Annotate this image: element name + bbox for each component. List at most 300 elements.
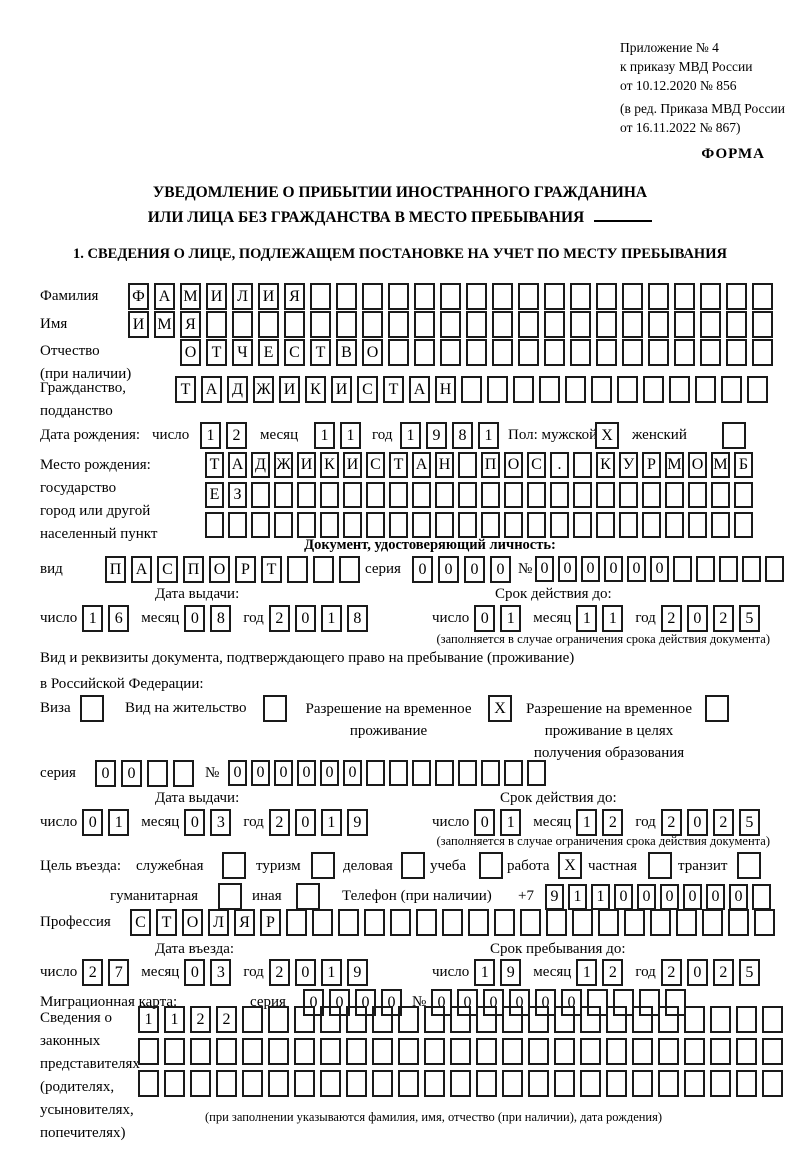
char-cell[interactable]: 0 bbox=[95, 760, 116, 787]
char-cell[interactable]: 9 bbox=[500, 959, 521, 986]
char-cell[interactable]: У bbox=[619, 452, 638, 478]
char-cell[interactable] bbox=[688, 482, 707, 508]
char-cell[interactable]: Р bbox=[642, 452, 661, 478]
char-cell[interactable] bbox=[513, 376, 534, 403]
char-cell[interactable] bbox=[617, 376, 638, 403]
char-cell[interactable] bbox=[598, 909, 619, 936]
char-cell[interactable] bbox=[346, 1070, 367, 1097]
char-cell[interactable] bbox=[565, 376, 586, 403]
char-cell[interactable] bbox=[527, 512, 546, 538]
char-cell[interactable] bbox=[580, 1070, 601, 1097]
char-cell[interactable] bbox=[762, 1070, 783, 1097]
purpose-tourism-checkbox[interactable] bbox=[311, 852, 335, 879]
char-cell[interactable] bbox=[702, 909, 723, 936]
char-cell[interactable] bbox=[528, 1070, 549, 1097]
char-cell[interactable] bbox=[606, 1070, 627, 1097]
char-cell[interactable] bbox=[338, 909, 359, 936]
char-cell[interactable] bbox=[268, 1070, 289, 1097]
char-cell[interactable] bbox=[481, 512, 500, 538]
char-cell[interactable] bbox=[700, 283, 721, 310]
char-cell[interactable]: 3 bbox=[210, 809, 231, 836]
char-cell[interactable]: О bbox=[182, 909, 203, 936]
char-cell[interactable] bbox=[320, 1006, 341, 1033]
char-cell[interactable] bbox=[138, 1070, 159, 1097]
char-cell[interactable] bbox=[258, 311, 279, 338]
char-cell[interactable]: 0 bbox=[303, 989, 324, 1016]
char-cell[interactable] bbox=[398, 1038, 419, 1065]
char-cell[interactable] bbox=[573, 452, 592, 478]
char-cell[interactable] bbox=[711, 482, 730, 508]
char-cell[interactable] bbox=[389, 512, 408, 538]
char-cell[interactable]: 0 bbox=[343, 760, 362, 786]
char-cell[interactable]: 0 bbox=[509, 989, 530, 1016]
char-cell[interactable]: О bbox=[209, 556, 230, 583]
purpose-study-checkbox[interactable] bbox=[479, 852, 503, 879]
char-cell[interactable] bbox=[173, 760, 194, 787]
char-cell[interactable]: Т bbox=[389, 452, 408, 478]
char-cell[interactable] bbox=[320, 512, 339, 538]
char-cell[interactable] bbox=[435, 512, 454, 538]
char-cell[interactable] bbox=[570, 283, 591, 310]
char-cell[interactable] bbox=[320, 482, 339, 508]
char-cell[interactable]: П bbox=[481, 452, 500, 478]
doc-valid-day-cells[interactable] bbox=[474, 605, 521, 632]
char-cell[interactable]: 0 bbox=[438, 556, 459, 583]
char-cell[interactable] bbox=[502, 1038, 523, 1065]
char-cell[interactable]: С bbox=[130, 909, 151, 936]
char-cell[interactable]: 0 bbox=[637, 884, 656, 910]
char-cell[interactable] bbox=[416, 909, 437, 936]
char-cell[interactable]: 0 bbox=[228, 760, 247, 786]
purpose-humanitarian-checkbox[interactable] bbox=[218, 883, 242, 910]
char-cell[interactable] bbox=[251, 512, 270, 538]
char-cell[interactable] bbox=[372, 1038, 393, 1065]
char-cell[interactable] bbox=[502, 1070, 523, 1097]
char-cell[interactable]: 0 bbox=[604, 556, 623, 582]
char-cell[interactable]: 3 bbox=[210, 959, 231, 986]
char-cell[interactable] bbox=[242, 1070, 263, 1097]
char-cell[interactable] bbox=[242, 1038, 263, 1065]
char-cell[interactable] bbox=[147, 760, 168, 787]
char-cell[interactable] bbox=[726, 339, 747, 366]
char-cell[interactable] bbox=[673, 556, 692, 582]
char-cell[interactable] bbox=[752, 339, 773, 366]
patronymic-cells[interactable] bbox=[180, 339, 773, 366]
doc-number-cells[interactable] bbox=[535, 556, 784, 582]
char-cell[interactable]: К bbox=[596, 452, 615, 478]
char-cell[interactable]: 0 bbox=[687, 809, 708, 836]
char-cell[interactable] bbox=[648, 283, 669, 310]
char-cell[interactable] bbox=[320, 1038, 341, 1065]
char-cell[interactable]: 0 bbox=[483, 989, 504, 1016]
char-cell[interactable] bbox=[606, 1038, 627, 1065]
char-cell[interactable]: А bbox=[201, 376, 222, 403]
permit-issue-year-cells[interactable] bbox=[269, 809, 368, 836]
char-cell[interactable]: 2 bbox=[269, 605, 290, 632]
char-cell[interactable]: 1 bbox=[602, 605, 623, 632]
char-cell[interactable] bbox=[642, 512, 661, 538]
char-cell[interactable] bbox=[619, 512, 638, 538]
birth-place-cells-row1[interactable] bbox=[205, 452, 753, 478]
char-cell[interactable] bbox=[643, 376, 664, 403]
entry-day-cells[interactable] bbox=[82, 959, 129, 986]
char-cell[interactable]: 5 bbox=[739, 605, 760, 632]
char-cell[interactable]: 0 bbox=[431, 989, 452, 1016]
char-cell[interactable] bbox=[424, 1006, 445, 1033]
char-cell[interactable]: 8 bbox=[452, 422, 473, 449]
char-cell[interactable]: П bbox=[105, 556, 126, 583]
char-cell[interactable] bbox=[476, 1070, 497, 1097]
char-cell[interactable]: 0 bbox=[474, 809, 495, 836]
char-cell[interactable] bbox=[518, 339, 539, 366]
char-cell[interactable] bbox=[414, 339, 435, 366]
char-cell[interactable] bbox=[658, 1038, 679, 1065]
char-cell[interactable]: О bbox=[180, 339, 201, 366]
char-cell[interactable] bbox=[632, 1006, 653, 1033]
birth-place-cells-row3[interactable] bbox=[205, 512, 753, 538]
char-cell[interactable] bbox=[580, 1038, 601, 1065]
char-cell[interactable]: 2 bbox=[713, 809, 734, 836]
char-cell[interactable]: Ж bbox=[253, 376, 274, 403]
char-cell[interactable]: 1 bbox=[340, 422, 361, 449]
edu-permit-checkbox[interactable] bbox=[705, 695, 729, 722]
char-cell[interactable] bbox=[313, 556, 334, 583]
char-cell[interactable] bbox=[294, 1006, 315, 1033]
char-cell[interactable]: 2 bbox=[226, 422, 247, 449]
char-cell[interactable] bbox=[504, 760, 523, 786]
char-cell[interactable]: С bbox=[527, 452, 546, 478]
char-cell[interactable] bbox=[688, 512, 707, 538]
char-cell[interactable]: 1 bbox=[138, 1006, 159, 1033]
char-cell[interactable]: 0 bbox=[581, 556, 600, 582]
char-cell[interactable] bbox=[710, 1038, 731, 1065]
char-cell[interactable] bbox=[684, 1070, 705, 1097]
char-cell[interactable] bbox=[164, 1038, 185, 1065]
char-cell[interactable] bbox=[390, 909, 411, 936]
char-cell[interactable] bbox=[658, 1006, 679, 1033]
char-cell[interactable]: 0 bbox=[274, 760, 293, 786]
char-cell[interactable]: 7 bbox=[108, 959, 129, 986]
char-cell[interactable] bbox=[366, 482, 385, 508]
char-cell[interactable] bbox=[632, 1070, 653, 1097]
char-cell[interactable]: 2 bbox=[269, 959, 290, 986]
char-cell[interactable] bbox=[228, 512, 247, 538]
char-cell[interactable] bbox=[624, 909, 645, 936]
char-cell[interactable]: 2 bbox=[602, 809, 623, 836]
char-cell[interactable] bbox=[527, 760, 546, 786]
purpose-other-checkbox[interactable] bbox=[296, 883, 320, 910]
char-cell[interactable]: 0 bbox=[683, 884, 702, 910]
char-cell[interactable]: 1 bbox=[576, 605, 597, 632]
stay-year-cells[interactable] bbox=[661, 959, 760, 986]
residence-permit-checkbox[interactable] bbox=[263, 695, 287, 722]
char-cell[interactable] bbox=[747, 376, 768, 403]
permit-valid-year-cells[interactable] bbox=[661, 809, 760, 836]
char-cell[interactable]: П bbox=[183, 556, 204, 583]
char-cell[interactable]: Ж bbox=[274, 452, 293, 478]
entry-year-cells[interactable] bbox=[269, 959, 368, 986]
char-cell[interactable] bbox=[458, 482, 477, 508]
char-cell[interactable] bbox=[674, 283, 695, 310]
doc-issue-year-cells[interactable] bbox=[269, 605, 368, 632]
char-cell[interactable] bbox=[550, 512, 569, 538]
char-cell[interactable] bbox=[461, 376, 482, 403]
char-cell[interactable] bbox=[606, 1006, 627, 1033]
char-cell[interactable]: И bbox=[279, 376, 300, 403]
purpose-transit-checkbox[interactable] bbox=[737, 852, 761, 879]
char-cell[interactable] bbox=[554, 1070, 575, 1097]
char-cell[interactable]: 9 bbox=[545, 884, 564, 910]
char-cell[interactable] bbox=[458, 452, 477, 478]
char-cell[interactable] bbox=[312, 909, 333, 936]
entry-month-cells[interactable] bbox=[184, 959, 231, 986]
char-cell[interactable] bbox=[622, 311, 643, 338]
char-cell[interactable] bbox=[711, 512, 730, 538]
char-cell[interactable] bbox=[754, 909, 775, 936]
char-cell[interactable] bbox=[546, 909, 567, 936]
char-cell[interactable]: 1 bbox=[321, 605, 342, 632]
char-cell[interactable] bbox=[294, 1070, 315, 1097]
char-cell[interactable] bbox=[596, 512, 615, 538]
char-cell[interactable]: 2 bbox=[82, 959, 103, 986]
char-cell[interactable]: 1 bbox=[591, 884, 610, 910]
char-cell[interactable]: К bbox=[320, 452, 339, 478]
char-cell[interactable] bbox=[492, 339, 513, 366]
birth-year-cells[interactable] bbox=[400, 422, 499, 449]
char-cell[interactable]: 0 bbox=[535, 556, 554, 582]
char-cell[interactable] bbox=[591, 376, 612, 403]
sex-female-checkbox[interactable] bbox=[722, 422, 746, 449]
char-cell[interactable] bbox=[632, 1038, 653, 1065]
surname-cells[interactable] bbox=[128, 283, 773, 310]
char-cell[interactable] bbox=[752, 283, 773, 310]
char-cell[interactable]: Я bbox=[284, 283, 305, 310]
char-cell[interactable]: 2 bbox=[713, 605, 734, 632]
char-cell[interactable]: 0 bbox=[355, 989, 376, 1016]
char-cell[interactable] bbox=[648, 311, 669, 338]
char-cell[interactable] bbox=[554, 1038, 575, 1065]
char-cell[interactable] bbox=[752, 311, 773, 338]
doc-valid-year-cells[interactable] bbox=[661, 605, 760, 632]
char-cell[interactable]: А bbox=[228, 452, 247, 478]
char-cell[interactable] bbox=[502, 1006, 523, 1033]
char-cell[interactable] bbox=[481, 482, 500, 508]
char-cell[interactable]: С bbox=[366, 452, 385, 478]
char-cell[interactable]: 0 bbox=[320, 760, 339, 786]
char-cell[interactable]: 5 bbox=[739, 959, 760, 986]
char-cell[interactable]: Д bbox=[251, 452, 270, 478]
char-cell[interactable] bbox=[466, 339, 487, 366]
permit-valid-day-cells[interactable] bbox=[474, 809, 521, 836]
char-cell[interactable]: Ч bbox=[232, 339, 253, 366]
char-cell[interactable]: 2 bbox=[216, 1006, 237, 1033]
char-cell[interactable]: Ф bbox=[128, 283, 149, 310]
char-cell[interactable] bbox=[765, 556, 784, 582]
char-cell[interactable]: 1 bbox=[576, 809, 597, 836]
char-cell[interactable] bbox=[487, 376, 508, 403]
char-cell[interactable] bbox=[476, 1006, 497, 1033]
char-cell[interactable] bbox=[343, 512, 362, 538]
char-cell[interactable]: Т bbox=[156, 909, 177, 936]
char-cell[interactable] bbox=[206, 311, 227, 338]
char-cell[interactable] bbox=[466, 311, 487, 338]
char-cell[interactable]: . bbox=[550, 452, 569, 478]
char-cell[interactable] bbox=[518, 283, 539, 310]
char-cell[interactable] bbox=[398, 1070, 419, 1097]
char-cell[interactable]: 0 bbox=[457, 989, 478, 1016]
purpose-private-checkbox[interactable] bbox=[648, 852, 672, 879]
char-cell[interactable] bbox=[650, 909, 671, 936]
char-cell[interactable] bbox=[372, 1070, 393, 1097]
legal-reps-cells-row3[interactable] bbox=[138, 1070, 783, 1097]
char-cell[interactable] bbox=[736, 1006, 757, 1033]
char-cell[interactable] bbox=[728, 909, 749, 936]
char-cell[interactable] bbox=[619, 482, 638, 508]
char-cell[interactable]: 0 bbox=[412, 556, 433, 583]
char-cell[interactable]: О bbox=[362, 339, 383, 366]
char-cell[interactable]: В bbox=[336, 339, 357, 366]
char-cell[interactable] bbox=[372, 1006, 393, 1033]
char-cell[interactable]: 5 bbox=[739, 809, 760, 836]
char-cell[interactable] bbox=[336, 283, 357, 310]
char-cell[interactable] bbox=[596, 339, 617, 366]
char-cell[interactable]: И bbox=[297, 452, 316, 478]
char-cell[interactable] bbox=[504, 512, 523, 538]
char-cell[interactable] bbox=[450, 1070, 471, 1097]
char-cell[interactable] bbox=[550, 482, 569, 508]
char-cell[interactable] bbox=[412, 760, 431, 786]
char-cell[interactable] bbox=[424, 1070, 445, 1097]
char-cell[interactable] bbox=[492, 283, 513, 310]
char-cell[interactable]: 0 bbox=[464, 556, 485, 583]
char-cell[interactable] bbox=[573, 512, 592, 538]
char-cell[interactable] bbox=[388, 339, 409, 366]
char-cell[interactable]: 0 bbox=[295, 809, 316, 836]
char-cell[interactable]: 2 bbox=[269, 809, 290, 836]
legal-reps-cells-row1[interactable] bbox=[138, 1006, 783, 1033]
char-cell[interactable] bbox=[481, 760, 500, 786]
char-cell[interactable] bbox=[573, 482, 592, 508]
char-cell[interactable]: А bbox=[412, 452, 431, 478]
char-cell[interactable] bbox=[554, 1006, 575, 1033]
doc-type-cells[interactable] bbox=[105, 556, 360, 583]
citizenship-cells[interactable] bbox=[175, 376, 768, 403]
char-cell[interactable] bbox=[398, 1006, 419, 1033]
char-cell[interactable]: А bbox=[131, 556, 152, 583]
char-cell[interactable]: 0 bbox=[297, 760, 316, 786]
char-cell[interactable]: Т bbox=[175, 376, 196, 403]
birth-place-cells-row2[interactable] bbox=[205, 482, 753, 508]
char-cell[interactable]: М bbox=[711, 452, 730, 478]
char-cell[interactable] bbox=[674, 311, 695, 338]
char-cell[interactable] bbox=[570, 311, 591, 338]
char-cell[interactable]: М bbox=[154, 311, 175, 338]
char-cell[interactable] bbox=[339, 556, 360, 583]
doc-issue-day-cells[interactable] bbox=[82, 605, 129, 632]
char-cell[interactable] bbox=[544, 339, 565, 366]
char-cell[interactable]: 1 bbox=[576, 959, 597, 986]
char-cell[interactable]: 0 bbox=[729, 884, 748, 910]
char-cell[interactable]: 0 bbox=[184, 605, 205, 632]
char-cell[interactable]: К bbox=[305, 376, 326, 403]
char-cell[interactable] bbox=[458, 760, 477, 786]
char-cell[interactable] bbox=[440, 283, 461, 310]
char-cell[interactable]: 0 bbox=[535, 989, 556, 1016]
stay-month-cells[interactable] bbox=[576, 959, 623, 986]
char-cell[interactable] bbox=[528, 1038, 549, 1065]
legal-reps-cells-row2[interactable] bbox=[138, 1038, 783, 1065]
char-cell[interactable]: 9 bbox=[347, 959, 368, 986]
char-cell[interactable] bbox=[366, 760, 385, 786]
char-cell[interactable] bbox=[719, 556, 738, 582]
char-cell[interactable]: 0 bbox=[614, 884, 633, 910]
char-cell[interactable] bbox=[622, 283, 643, 310]
char-cell[interactable]: Т bbox=[206, 339, 227, 366]
char-cell[interactable]: Е bbox=[258, 339, 279, 366]
permit-issue-month-cells[interactable] bbox=[184, 809, 231, 836]
char-cell[interactable]: Т bbox=[383, 376, 404, 403]
char-cell[interactable] bbox=[572, 909, 593, 936]
char-cell[interactable] bbox=[700, 339, 721, 366]
char-cell[interactable] bbox=[216, 1038, 237, 1065]
char-cell[interactable] bbox=[742, 556, 761, 582]
char-cell[interactable] bbox=[642, 482, 661, 508]
char-cell[interactable] bbox=[676, 909, 697, 936]
char-cell[interactable] bbox=[580, 1006, 601, 1033]
char-cell[interactable]: Т bbox=[261, 556, 282, 583]
char-cell[interactable]: 1 bbox=[500, 809, 521, 836]
char-cell[interactable]: 0 bbox=[706, 884, 725, 910]
char-cell[interactable]: Р bbox=[235, 556, 256, 583]
char-cell[interactable] bbox=[294, 1038, 315, 1065]
char-cell[interactable] bbox=[539, 376, 560, 403]
char-cell[interactable] bbox=[232, 311, 253, 338]
char-cell[interactable]: 0 bbox=[295, 959, 316, 986]
char-cell[interactable]: О bbox=[688, 452, 707, 478]
char-cell[interactable] bbox=[762, 1006, 783, 1033]
char-cell[interactable]: 2 bbox=[661, 959, 682, 986]
char-cell[interactable] bbox=[622, 339, 643, 366]
char-cell[interactable]: 0 bbox=[184, 959, 205, 986]
char-cell[interactable]: И bbox=[343, 452, 362, 478]
char-cell[interactable]: 1 bbox=[164, 1006, 185, 1033]
char-cell[interactable]: 2 bbox=[190, 1006, 211, 1033]
char-cell[interactable] bbox=[216, 1070, 237, 1097]
char-cell[interactable]: 1 bbox=[314, 422, 335, 449]
char-cell[interactable] bbox=[388, 311, 409, 338]
char-cell[interactable] bbox=[710, 1070, 731, 1097]
char-cell[interactable]: Л bbox=[208, 909, 229, 936]
char-cell[interactable] bbox=[310, 283, 331, 310]
char-cell[interactable] bbox=[544, 311, 565, 338]
char-cell[interactable] bbox=[596, 311, 617, 338]
char-cell[interactable] bbox=[412, 482, 431, 508]
char-cell[interactable]: 0 bbox=[687, 959, 708, 986]
char-cell[interactable]: 0 bbox=[121, 760, 142, 787]
char-cell[interactable]: 0 bbox=[184, 809, 205, 836]
permit-series-cells[interactable] bbox=[95, 760, 194, 787]
char-cell[interactable] bbox=[736, 1038, 757, 1065]
char-cell[interactable]: 1 bbox=[108, 809, 129, 836]
char-cell[interactable]: Р bbox=[260, 909, 281, 936]
char-cell[interactable]: 1 bbox=[200, 422, 221, 449]
char-cell[interactable]: И bbox=[128, 311, 149, 338]
char-cell[interactable] bbox=[310, 311, 331, 338]
char-cell[interactable]: Т bbox=[310, 339, 331, 366]
char-cell[interactable] bbox=[669, 376, 690, 403]
char-cell[interactable]: Я bbox=[180, 311, 201, 338]
birth-day-cells[interactable] bbox=[200, 422, 247, 449]
